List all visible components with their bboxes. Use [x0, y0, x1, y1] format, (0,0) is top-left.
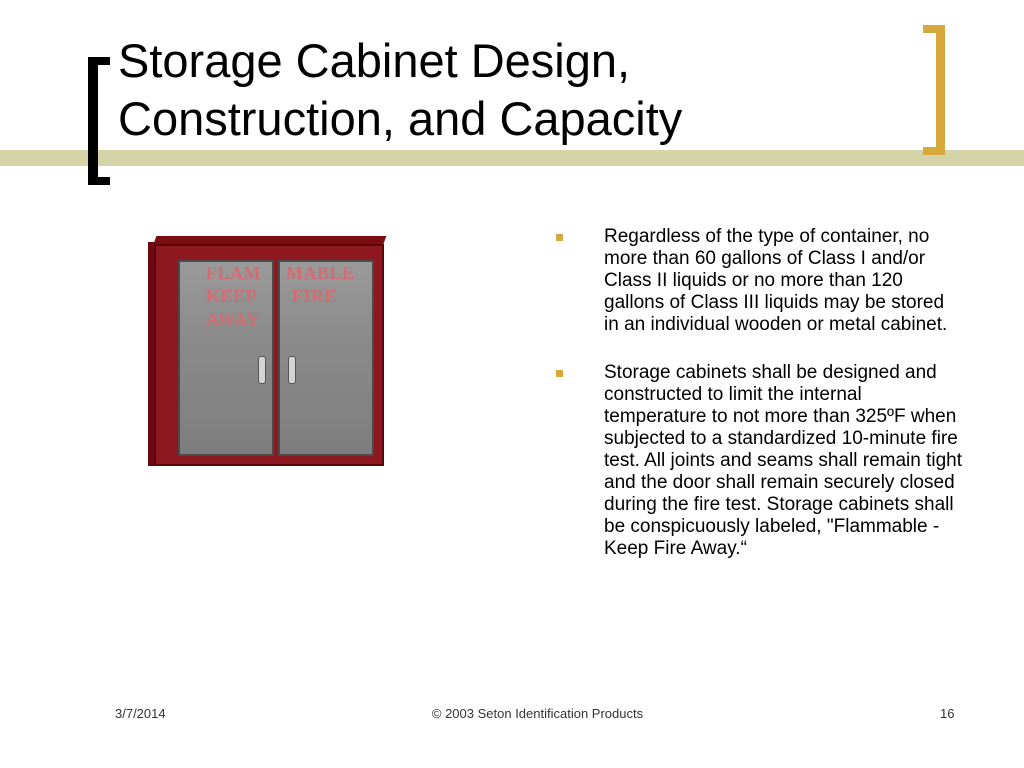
bullet-square-icon — [556, 234, 563, 241]
door-handle-left — [258, 356, 266, 384]
left-bracket-decoration — [88, 57, 110, 185]
door-handle-right — [288, 356, 296, 384]
cabinet-label-left — [206, 262, 261, 331]
slide-title-line-1: Storage Cabinet Design, — [118, 34, 631, 87]
cabinet-label-right-line: MABLE — [286, 263, 355, 283]
footer-page-number: 16 — [940, 706, 955, 721]
cabinet-label-right — [286, 262, 355, 308]
cabinet-label-left-line: KEEP — [206, 286, 258, 306]
cabinet-label-left-line: AWAY — [206, 309, 260, 329]
right-bracket-decoration — [923, 25, 945, 155]
bullet-text: Regardless of the type of container, no more than 60 gallons of Class I and/or Class II liquids or no more than 120 gallons of Class III liquids may be stored in an individual wooden or metal cabinet. — [604, 226, 948, 335]
slide-title-line-2: Construction, and Capacity — [118, 92, 683, 145]
bullet-text: Storage cabinets shall be designed and constructed to limit the internal temperature to not more than 325ºF when subjected to a standardized 10-minute fire test. All joints and seams shall remain tight and the door shall remain securely closed during the fire test. Storage cabinets shall be conspicuously labeled, "Flammable - Keep Fire Away.“ — [604, 362, 963, 559]
footer-date: 3/7/2014 — [115, 706, 166, 721]
bullet-list — [556, 226, 966, 586]
bullet-item — [556, 362, 966, 560]
slide-title — [118, 32, 918, 148]
bullet-square-icon — [556, 370, 563, 377]
bullet-item — [556, 226, 966, 336]
footer-copyright: © 2003 Seton Identification Products — [431, 706, 644, 721]
cabinet-label-left-line: FLAM — [206, 263, 261, 283]
title-band — [0, 150, 1024, 166]
cabinet-label-right-line: FIRE — [292, 286, 338, 306]
